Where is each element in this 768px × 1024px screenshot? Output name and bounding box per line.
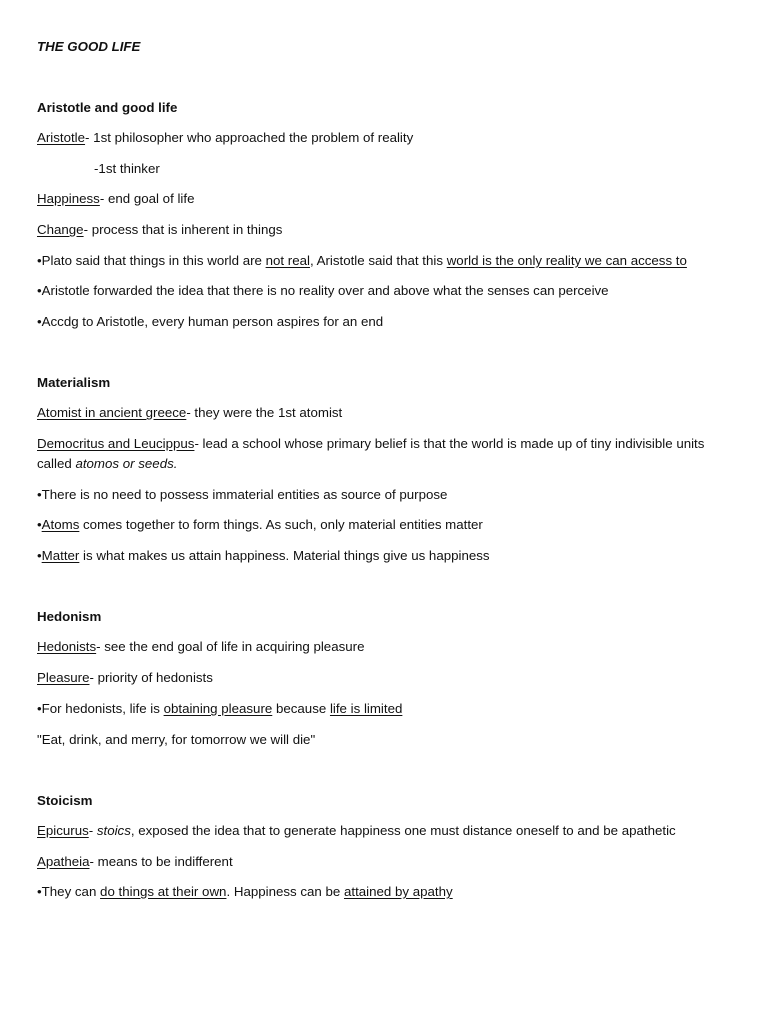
stoicism-line-1 (37, 822, 676, 840)
definition-text: - they were the 1st atomist (186, 405, 343, 420)
bullet-text: •Plato said that things in this world are (37, 253, 266, 268)
stoicism-line-2 (37, 853, 233, 871)
section-heading-aristotle: Aristotle and good life (37, 100, 178, 115)
bullet-text: , Aristotle said that this (309, 253, 447, 268)
bullet-text: . Happiness can be (226, 884, 344, 899)
term-aristotle: Aristotle (37, 130, 86, 145)
bullet-text: because (272, 701, 330, 716)
underlined-phrase: attained by apathy (343, 884, 453, 899)
underlined-phrase: do things at their own (100, 884, 227, 899)
aristotle-bullet-1 (37, 252, 687, 270)
underlined-phrase: not real (265, 253, 310, 268)
term-pleasure: Pleasure (37, 670, 90, 685)
term-matter: Matter (41, 548, 80, 563)
definition-text: - end goal of life (99, 191, 195, 206)
term-apatheia: Apatheia (37, 854, 90, 869)
bullet-glyph: • (37, 517, 42, 532)
materialism-bullet-2 (37, 516, 483, 534)
definition-text: - see the end goal of life in acquiring pleasure (96, 639, 365, 654)
term-happiness: Happiness (37, 191, 100, 206)
aristotle-line-3 (37, 190, 194, 208)
hedonism-quote: "Eat, drink, and merry, for tomorrow we will die" (37, 732, 316, 747)
aristotle-bullet-3: •Accdg to Aristotle, every human person aspires for an end (37, 314, 384, 329)
aristotle-line-2: -1st thinker (94, 161, 160, 176)
stoicism-bullet-1 (37, 883, 453, 901)
aristotle-line-1 (37, 129, 413, 147)
definition-text: , exposed the idea that to generate happiness one must distance oneself to and be apathetic (130, 823, 676, 838)
materialism-line-2 (37, 434, 717, 474)
document-title: THE GOOD LIFE (37, 39, 141, 54)
term-hedonists: Hedonists (37, 639, 97, 654)
bullet-text: •They can (37, 884, 101, 899)
bullet-text: •For hedonists, life is (37, 701, 164, 716)
term-democritus: Democritus and Leucippus (37, 436, 195, 451)
section-heading-stoicism: Stoicism (37, 793, 93, 808)
term-atoms: Atoms (41, 517, 80, 532)
term-atomist: Atomist in ancient greece (37, 405, 187, 420)
aristotle-bullet-2: •Aristotle forwarded the idea that there is no reality over and above what the senses can perceive (37, 283, 609, 298)
definition-text: - 1st philosopher who approached the problem of reality (85, 130, 414, 145)
definition-text: - priority of hedonists (89, 670, 213, 685)
materialism-bullet-3 (37, 547, 490, 565)
italic-phrase: atomos or seeds. (75, 456, 178, 471)
section-heading-materialism: Materialism (37, 375, 111, 390)
hedonism-line-1 (37, 638, 364, 656)
aristotle-line-4 (37, 221, 282, 239)
bullet-text: comes together to form things. As such, only material entities matter (79, 517, 483, 532)
bullet-text: is what makes us attain happiness. Material things give us happiness (79, 548, 490, 563)
bullet-glyph: • (37, 548, 42, 563)
materialism-bullet-1: •There is no need to possess immaterial entities as source of purpose (37, 487, 448, 502)
term-change: Change (37, 222, 84, 237)
underlined-phrase: world is the only reality we can access to (446, 253, 687, 268)
term-epicurus: Epicurus (37, 823, 89, 838)
underlined-phrase: obtaining pleasure (163, 701, 273, 716)
definition-text: - process that is inherent in things (83, 222, 283, 237)
italic-phrase: stoics (96, 823, 131, 838)
definition-text: - means to be indifferent (89, 854, 233, 869)
underlined-phrase: life is limited (329, 701, 403, 716)
hedonism-bullet-1 (37, 700, 402, 718)
hedonism-line-2 (37, 669, 213, 687)
definition-text: - (88, 823, 97, 838)
materialism-line-1 (37, 404, 342, 422)
section-heading-hedonism: Hedonism (37, 609, 102, 624)
definition-text: - lead a school whose primary belief is that the world is made up of tiny indivisible units called (37, 436, 705, 471)
